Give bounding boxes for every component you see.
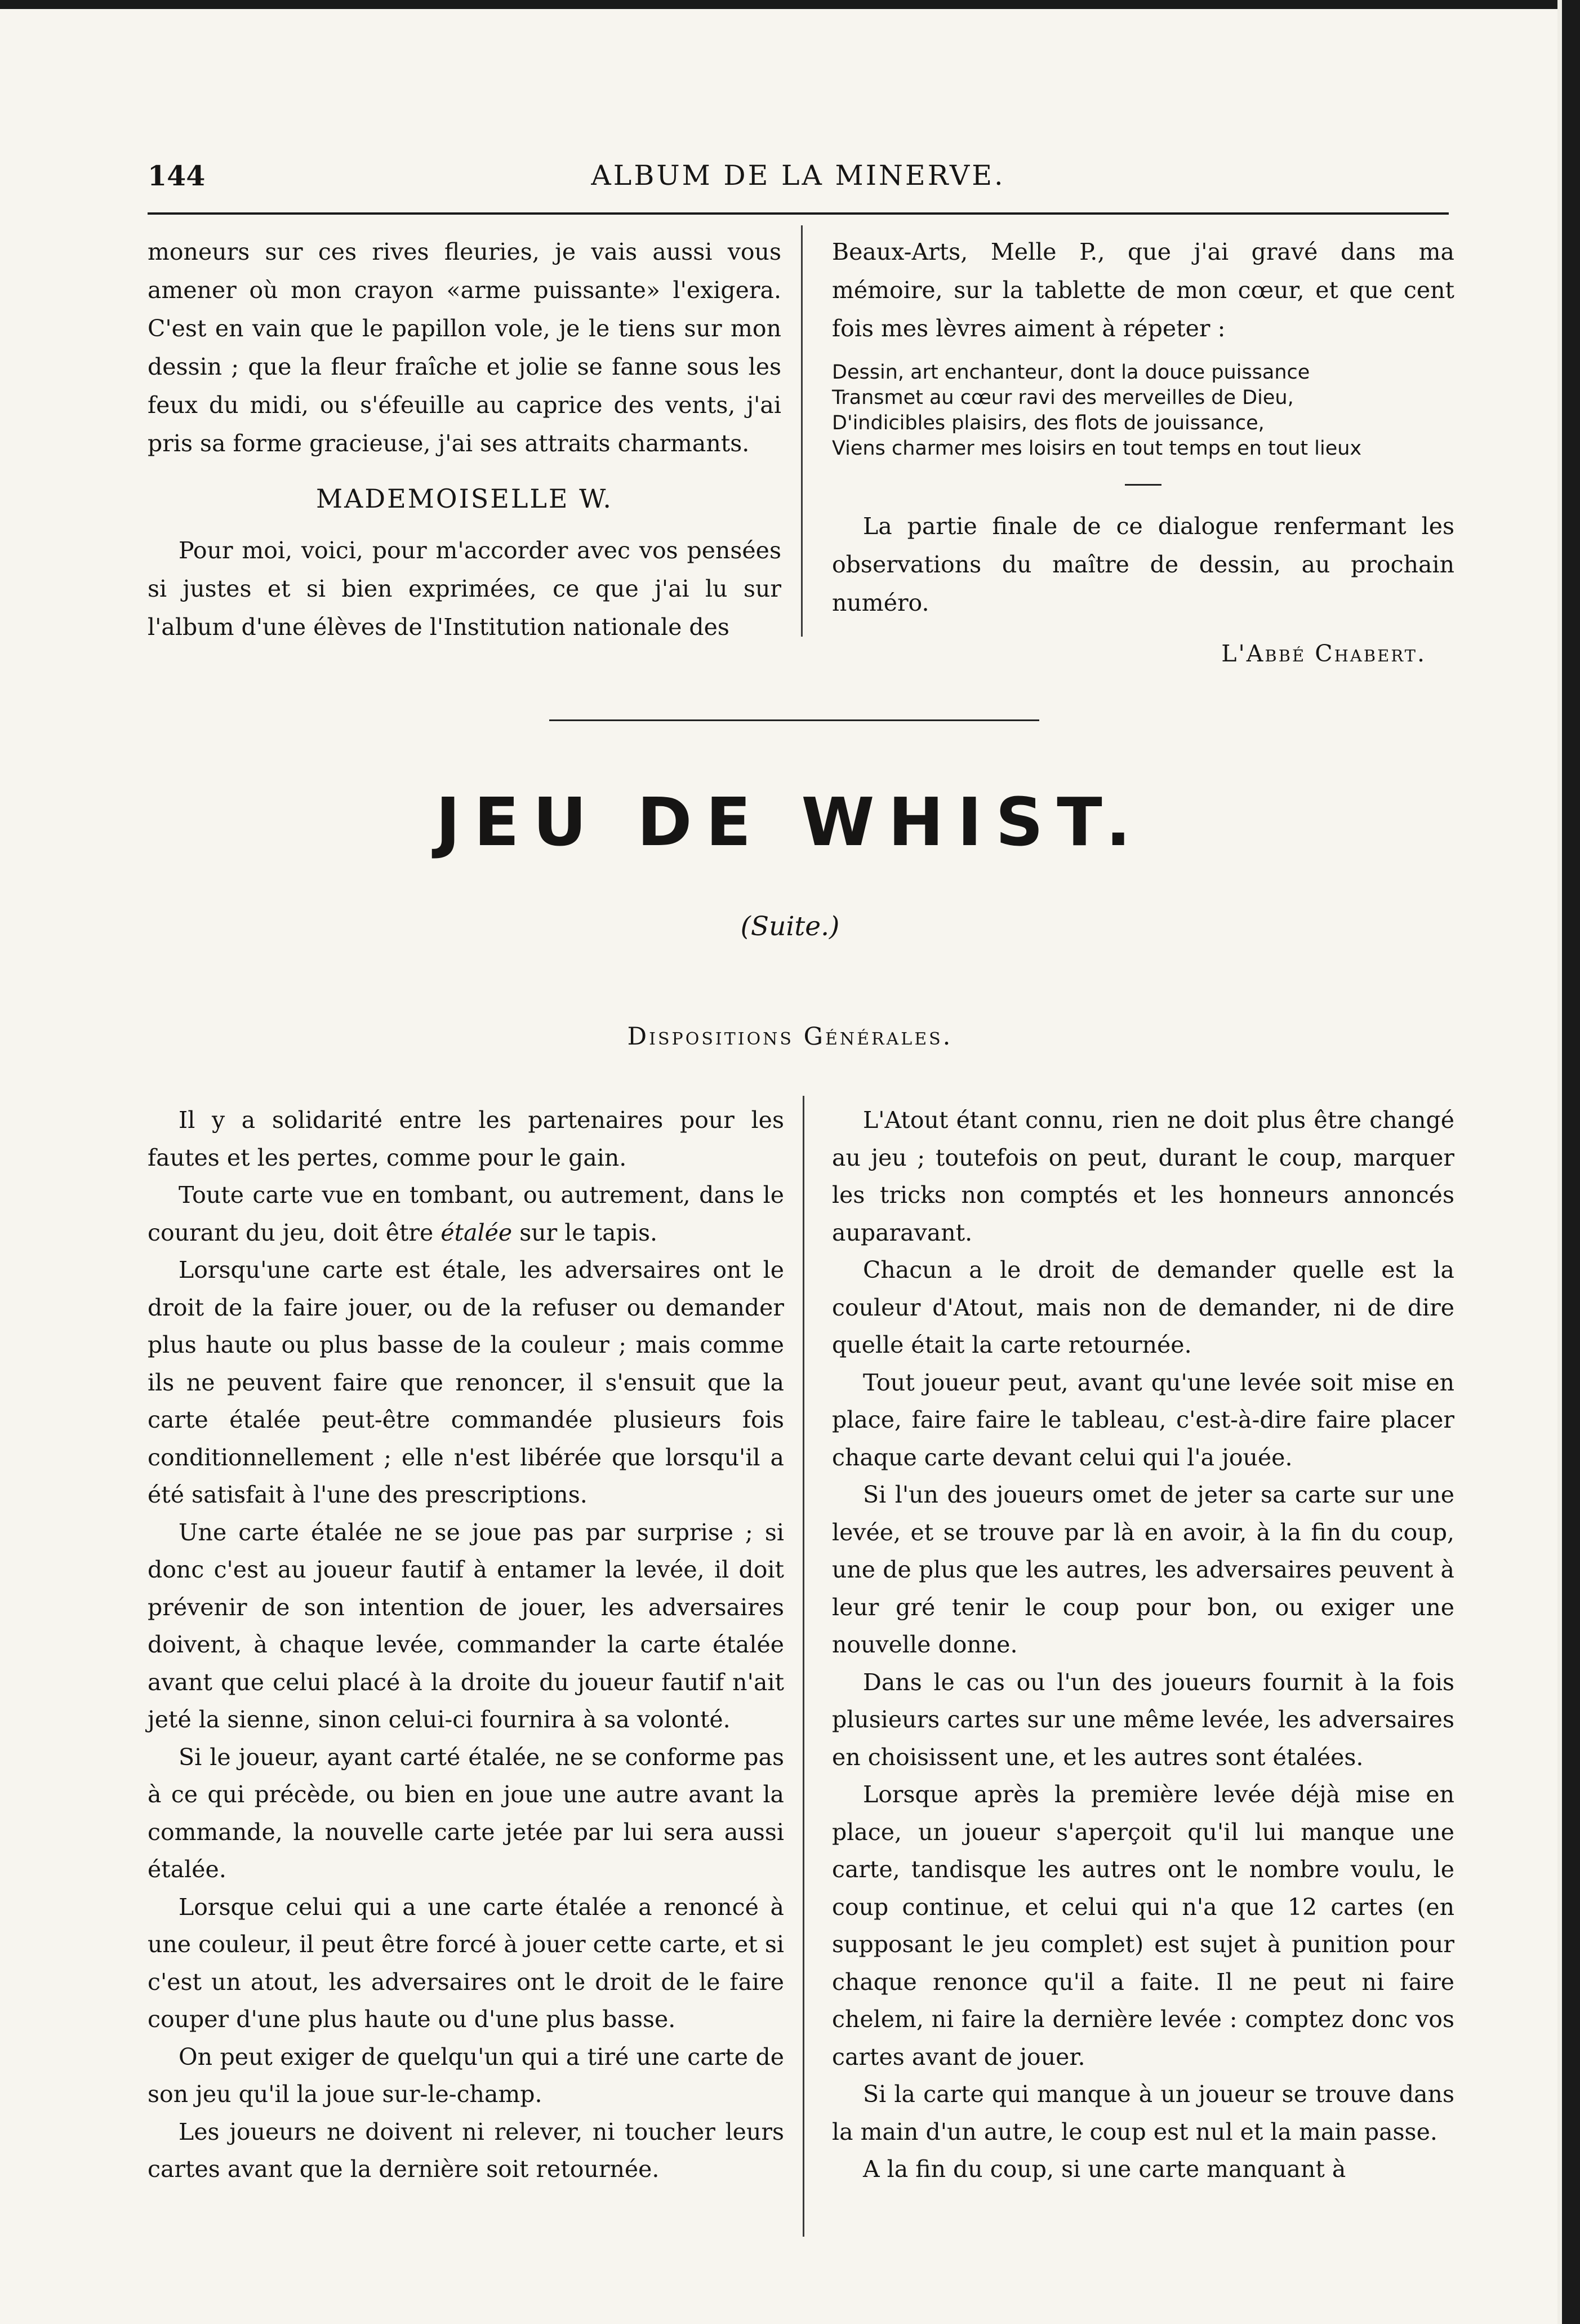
poem-line: Viens charmer mes loisirs en tout temps en tout lieux xyxy=(832,437,1362,460)
top-right-column xyxy=(832,233,1454,673)
section-separator xyxy=(549,719,1039,721)
paragraph: Si la carte qui manque à un joueur se trouve dans la main d'un autre, le coup est nul et la main passe. xyxy=(832,2081,1454,2145)
poem-line: Dessin, art enchanteur, dont la douce puissance xyxy=(832,361,1310,384)
paragraph: Chacun a le droit de demander quelle est la couleur d'Atout, mais non de demander, ni de dire quelle était la carte retournée. xyxy=(832,1256,1454,1358)
paragraph: Si le joueur, ayant carté étalée, ne se conforme pas à ce qui précède, ou bien en joue une autre avant la commande, la nouvelle carte jetée par lui sera aussi étalée. xyxy=(148,1743,784,1883)
article-subtitle: (Suite.) xyxy=(740,911,840,942)
paragraph: On peut exiger de quelqu'un qui a tiré une carte de son jeu qu'il la joue sur-le-champ. xyxy=(148,2043,784,2108)
text-run: sur le tapis. xyxy=(512,1219,658,1246)
paragraph: Il y a solidarité entre les partenaires pour les fautes et les pertes, comme pour le gain. xyxy=(148,1107,784,1171)
paragraph: Une carte étalée ne se joue pas par surprise ; si donc c'est au joueur fautif à entamer la levée, il doit prévenir de son intention de jouer, les adversaires doivent, à chaque levée, commander la carte étalée avant que celui placé à la droite du joueur fautif n'ait jeté la sienne, sinon celui-ci fournira à sa volonté. xyxy=(148,1518,784,1733)
paragraph: Tout joueur peut, avant qu'une levée soit mise en place, faire faire le tableau, c'est-à-dire faire placer chaque carte devant celui qui l'a jouée. xyxy=(832,1368,1454,1471)
scan-edge-gap xyxy=(1557,0,1562,2324)
paragraph: Lorsque après la première levée déjà mise en place, un joueur s'aperçoit qu'il lui manque une carte, tandisque les autres ont le nombre voulu, le coup continue, et celui qui n'a que 12 cartes (en supposant le jeu complet) est sujet à punition pour chaque renonce qu'il a faite. Il ne peut ni faire chelem, ni faire la dernière levée : comptez donc vos cartes avant de jouer. xyxy=(832,1781,1454,2070)
page-header xyxy=(148,159,1449,193)
paragraph: Si l'un des joueurs omet de jeter sa carte sur une levée, et se trouve par là en avoir, à la fin du coup, une de plus que les autres, les adversaires peuvent à leur gré tenir le coup pour bon, ou exiger une nouvelle donne. xyxy=(832,1481,1454,1658)
column-divider xyxy=(803,1096,804,2237)
paragraph: Lorsque celui qui a une carte étalée a renoncé à une couleur, il peut être forcé à jouer cette carte, et si c'est un atout, les adversaires ont le droit de le faire couper d'une plus haute ou d'une plus basse. xyxy=(148,1893,784,2033)
bottom-right-column xyxy=(832,1101,1454,2188)
column-divider xyxy=(801,225,803,637)
paragraph: Lorsqu'une carte est étale, les adversaires ont le droit de la faire jouer, ou de la refuser ou demander plus haute ou plus basse de la couleur ; mais comme ils ne peuvent faire que renoncer, il s'ensuit que la carte étalée peut-être commandée plusieurs fois conditionnellement ; elle n'est libérée que lorsqu'il a été satisfait à l'une des prescriptions. xyxy=(148,1256,784,1508)
bottom-left-column xyxy=(148,1101,784,2188)
scan-right-border xyxy=(1562,0,1580,2324)
paragraph: moneurs sur ces rives fleuries, je vais aussi vous amener où mon crayon «arme puissante» l'exigera. C'est en vain que le papillon vole, je le tiens sur mon dessin ; que la fleur fraîche et jolie se fanne sous les feux du midi, ou s'éfeuille au caprice des vents, j'ai pris sa forme gracieuse, j'ai ses attraits charmants. xyxy=(148,238,781,457)
paragraph: A la fin du coup, si une carte manquant à xyxy=(863,2156,1346,2183)
paragraph: La partie finale de ce dialogue renfermant les observations du maître de dessin, au prochain numéro. xyxy=(832,513,1454,616)
section-heading: Dispositions Générales. xyxy=(627,1023,953,1051)
poem-line: Transmet au cœur ravi des merveilles de Dieu, xyxy=(832,386,1294,409)
article-title: JEU DE WHIST. xyxy=(435,783,1145,861)
paragraph: L'Atout étant connu, rien ne doit plus être changé au jeu ; toutefois on peut, durant le coup, marquer les tricks non comptés et les honneurs annoncés auparavant. xyxy=(832,1107,1454,1246)
poem xyxy=(832,360,1454,461)
text-run: Toute carte vue en tombant, ou autrement, dans le courant du jeu, doit être xyxy=(148,1181,784,1246)
paragraph: Pour moi, voici, pour m'accorder avec vos pensées si justes et si bien exprimées, ce que j'ai lu sur l'album d'une élèves de l'Institution nationale des xyxy=(148,537,781,641)
page-number: 144 xyxy=(148,159,206,192)
paragraph: Dans le cas ou l'un des joueurs fournit à la fois plusieurs cartes sur une même levée, les adversaires en choisissent une, et les autres sont étalées. xyxy=(832,1668,1454,1771)
scan-top-border xyxy=(0,0,1580,9)
top-left-column xyxy=(148,233,781,659)
paragraph xyxy=(148,1176,784,1251)
emphasis: étalée xyxy=(440,1219,513,1246)
header-rule xyxy=(148,212,1449,215)
paragraph: Les joueurs ne doivent ni relever, ni toucher leurs cartes avant que la dernière soit retournée. xyxy=(148,2118,784,2183)
poem-line: D'indicibles plaisirs, des flots de jouissance, xyxy=(832,412,1265,434)
running-title: ALBUM DE LA MINERVE. xyxy=(591,159,1005,192)
speaker-heading: MADEMOISELLE W. xyxy=(315,483,613,514)
short-dash xyxy=(1125,484,1161,486)
paragraph: Beaux-Arts, Melle P., que j'ai gravé dans ma mémoire, sur la tablette de mon cœur, et que cent fois mes lèvres aiment à répeter : xyxy=(832,238,1454,342)
signature: L'Abbé Chabert. xyxy=(1221,640,1426,667)
